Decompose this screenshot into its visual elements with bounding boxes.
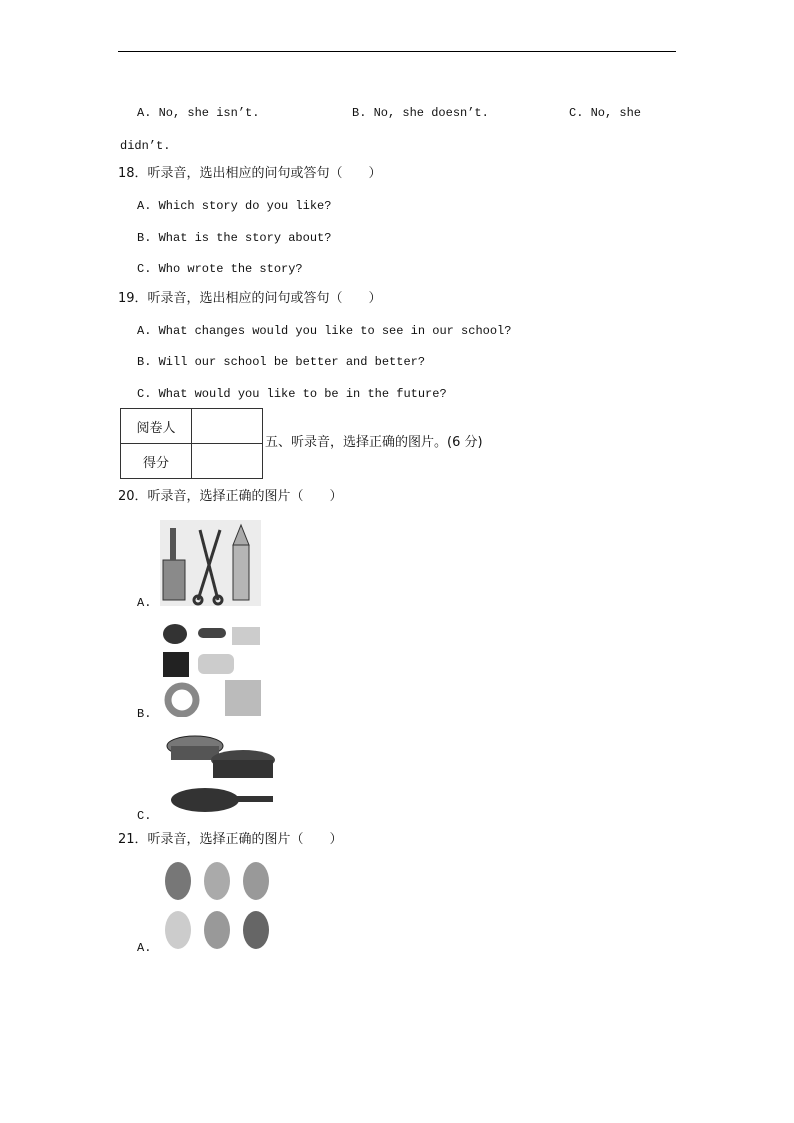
q21-option-a: A. [137, 941, 152, 955]
q20-option-b: B. [137, 707, 152, 721]
score-table [120, 408, 263, 479]
q20-option-c: C. [137, 809, 152, 823]
reviewer-label: 阅卷人 [121, 409, 192, 444]
easter-eggs-image [163, 860, 271, 952]
q18-option-a: A. Which story do you like? [137, 199, 332, 213]
q21-stem: 21．听录音，选择正确的图片（ ） [118, 832, 343, 847]
score-label: 得分 [121, 444, 192, 479]
q18-option-b: B. What is the story about? [137, 231, 332, 245]
q19-option-a: A. What changes would you like to see in our school? [137, 324, 512, 338]
section-5-heading: 五、听录音，选择正确的图片。(6 分) [265, 435, 483, 450]
q18-option-c: C. Who wrote the story? [137, 262, 303, 276]
q20-stem: 20．听录音，选择正确的图片（ ） [118, 489, 343, 504]
header-rule [118, 51, 676, 52]
q17-option-a: A. No, she isn’t. [137, 106, 260, 120]
q19-option-c: C. What would you like to be in the future? [137, 387, 447, 401]
q18-stem: 18．听录音，选出相应的问句或答句（ ） [118, 166, 382, 181]
q19-option-b: B. Will our school be better and better? [137, 355, 426, 369]
q20-option-a: A. [137, 596, 152, 610]
swimming-gear-image [160, 622, 265, 717]
score-cell [192, 444, 263, 479]
cookware-image [163, 728, 276, 816]
reviewer-cell [192, 409, 263, 444]
q17-option-b: B. No, she doesn’t. [352, 106, 489, 120]
stationery-image [160, 520, 261, 606]
q17-option-c: C. No, she [569, 106, 642, 120]
q17-option-c-cont: didn’t. [120, 139, 171, 153]
q19-stem: 19．听录音，选出相应的问句或答句（ ） [118, 291, 382, 306]
